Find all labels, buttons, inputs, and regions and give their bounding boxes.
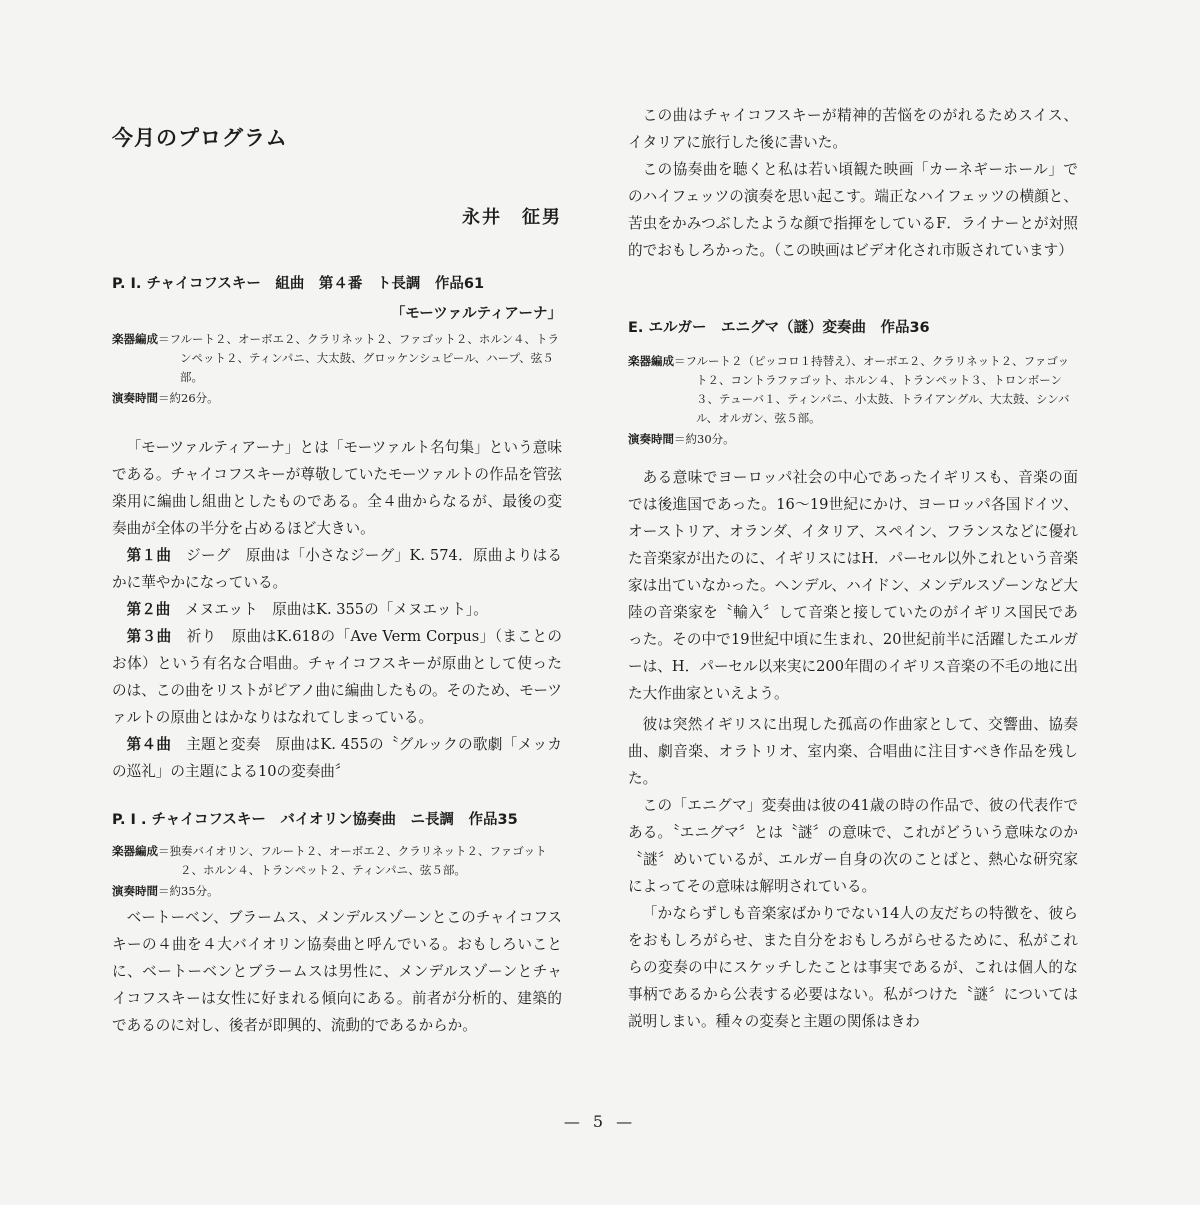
suite-subtitle: 「モーツァルティアーナ」	[390, 306, 562, 322]
concerto-instrumentation	[112, 842, 562, 880]
suite-instrumentation	[112, 330, 562, 387]
instrumentation-text: ＝フルート２（ピッコロ１持替え）、オーボエ２、クラリネット２、ファゴット２、コントラファゴット、ホルン４、トランペット３、トロンボーン３、テューバ１、ティンパニ、小太鼓、トライアングル、大太鼓、シンバル、オルガン、弦５部。	[674, 354, 1070, 425]
movement-3-text: 祈り 原曲はK.618の「Ave Verm Corpus」（まことのお体）という有名な合唱曲。チャイコフスキーが原曲として使ったのは、この曲をリストがピアノ曲に編曲したもの。そのため、モーツァルトの原曲とはかなりはなれてしまっている。	[112, 628, 562, 726]
concerto-body-left	[112, 904, 562, 1039]
duration-text: ＝約26分。	[158, 391, 219, 405]
movement-3	[112, 623, 562, 731]
movement-1-text: ジーグ 原曲は「小さなジーグ」K. 574．原曲よりはるかに華やかになっている。	[112, 547, 562, 591]
suite-info	[112, 330, 562, 408]
duration-label: 演奏時間	[628, 432, 674, 446]
duration-text: ＝約35分。	[158, 884, 219, 898]
enigma-paragraph-2: 彼は突然イギリスに出現した孤高の作曲家として、交響曲、協奏曲、劇音楽、オラトリオ、室内楽、合唱曲に注目すべき作品を残した。	[628, 716, 1078, 787]
movement-3-label: 第３曲	[126, 628, 172, 645]
concerto-duration	[112, 882, 562, 901]
duration-label: 演奏時間	[112, 391, 158, 405]
movement-4-text: 主題と変奏 原曲はK. 455の〝グルックの歌劇「メッカの巡礼」の主題による10の変奏曲〞	[112, 736, 562, 780]
movement-1	[112, 542, 562, 596]
author: 永井 征男	[462, 207, 562, 228]
concerto-paragraph-2: この曲はチャイコフスキーが精神的苦悩をのがれるためスイス、イタリアに旅行した後に書いた。	[628, 107, 1078, 151]
page-title: 今月のプログラム	[112, 126, 288, 150]
movement-1-label: 第１曲	[126, 547, 172, 564]
suite-paragraph: 「モーツァルティアーナ」とは「モーツァルト名句集」という意味である。チャイコフスキーが尊敬していたモーツァルトの作品を管弦楽用に編曲し組曲としたものである。全４曲からなるが、最後の変奏曲が全体の半分を占めるほど大きい。	[112, 439, 562, 537]
suite-duration	[112, 389, 562, 408]
concerto-body-right	[628, 102, 1078, 264]
enigma-paragraph-1: ある意味でヨーロッパ社会の中心であったイギリスも、音楽の面では後進国であった。16〜19世紀にかけ、ヨーロッパ各国ドイツ、オーストリア、オランダ、イタリア、スペイン、フランスなどに優れた音楽家が出たのに、イギリスにはH．パーセル以外これという音楽家は出ていなかった。ヘンデル、ハイドン、メンデルスゾーンなど大陸の音楽家を〝輸入〞して音楽と接していたのがイギリス国民であった。その中で19世紀中頃に生まれ、20世紀前半に活躍したエルガーは、H．パーセル以来実に200年間のイギリス音楽の不毛の地に出た大作曲家といえよう。	[628, 469, 1078, 702]
concerto-info	[112, 842, 562, 901]
movement-2	[112, 596, 562, 623]
enigma-body	[628, 464, 1078, 1035]
enigma-instrumentation	[628, 352, 1078, 428]
enigma-paragraph-4: 「かならずしも音楽家ばかりでない14人の友だちの特徴を、彼らをおもしろがらせ、また自分をおもしろがらせるために、私がこれらの変奏の中にスケッチしたことは事実であるが、これは個人的な事柄であるから公表する必要はない。私がつけた〝謎〞については説明しまい。種々の変奏と主題の関係はきわ	[628, 905, 1078, 1030]
enigma-duration	[628, 430, 1078, 449]
instrumentation-text: ＝独奏バイオリン、フルート２、オーボエ２、クラリネット２、ファゴット２、ホルン４、トランペット２、ティンパニ、弦５部。	[158, 844, 547, 877]
concerto-heading: P. I . チャイコフスキー バイオリン協奏曲 ニ長調 作品35	[112, 812, 518, 828]
enigma-paragraph-3: この「エニグマ」変奏曲は彼の41歳の時の作品で、彼の代表作である。〝エニグマ〞とは〝謎〞の意味で、これがどういう意味なのか〝謎〞めいているが、エルガー自身の次のことばと、熱心な研究家によってその意味は解明されている。	[628, 797, 1078, 895]
enigma-heading: E. エルガー エニグマ（謎）変奏曲 作品36	[628, 320, 930, 336]
duration-label: 演奏時間	[112, 884, 158, 898]
instrumentation-label: 楽器編成	[628, 354, 674, 368]
movement-4	[112, 731, 562, 785]
instrumentation-label: 楽器編成	[112, 844, 158, 858]
enigma-info	[628, 352, 1078, 449]
instrumentation-label: 楽器編成	[112, 332, 158, 346]
movement-2-text: メヌエット 原曲はK. 355の「メヌエット」。	[185, 601, 488, 618]
concerto-paragraph-1: ベートーベン、ブラームス、メンデルスゾーンとこのチャイコフスキーの４曲を４大バイオリン協奏曲と呼んでいる。おもしろいことに、ベートーベンとブラームスは男性に、メンデルスゾーンとチャイコフスキーは女性に好まれる傾向にある。前者が分析的、建築的であるのに対し、後者が即興的、流動的であるからか。	[112, 909, 562, 1034]
suite-body	[112, 434, 562, 785]
instrumentation-text: ＝フルート２、オーボエ２、クラリネット２、ファゴット２、ホルン４、トランペット２、ティンパニ、大太鼓、グロッケンシュピール、ハープ、弦５部。	[158, 332, 560, 384]
movement-2-label: 第２曲	[126, 601, 171, 618]
movement-4-label: 第４曲	[126, 736, 172, 753]
page-number: — 5 —	[563, 1112, 637, 1131]
concerto-paragraph-3: この協奏曲を聴くと私は若い頃観た映画「カーネギーホール」でのハイフェッツの演奏を思い起こす。端正なハイフェッツの横顔と、苦虫をかみつぶしたような顔で指揮をしているF．ライナーとが対照的でおもしろかった。（この映画はビデオ化され市販されています）	[628, 161, 1078, 259]
suite-heading: P. I. チャイコフスキー 組曲 第４番 ト長調 作品61	[112, 276, 485, 292]
duration-text: ＝約30分。	[674, 432, 735, 446]
